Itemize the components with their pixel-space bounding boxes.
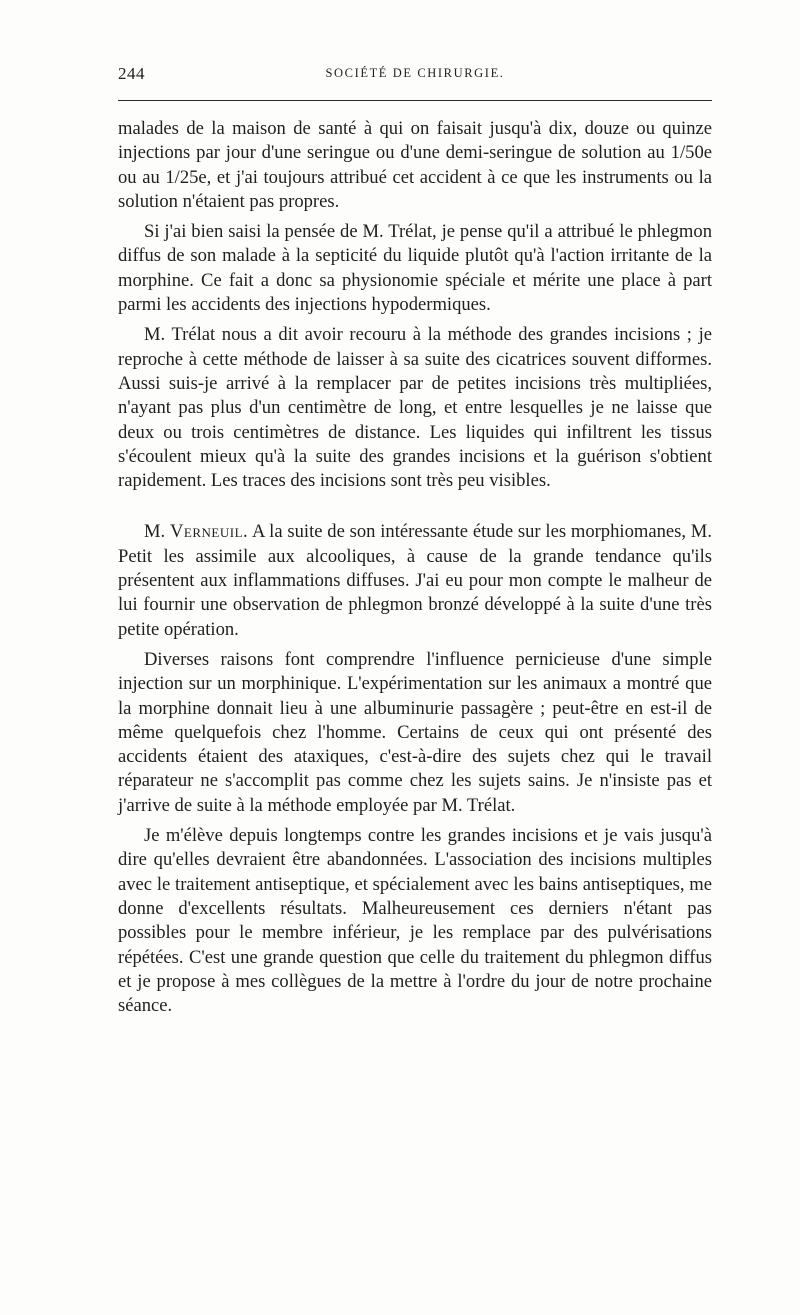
paragraph-septicity: Si j'ai bien saisi la pensée de M. Trélat, je pense qu'il a attribué le phlegmon diffus de son malade à la septicité du liquide plutôt qu'à l'action irritante de la morphine. Ce fait a donc sa physionomie spéciale et mérite une place à part parmi les accidents des injections hypodermiques. — [118, 221, 712, 316]
speaker-prefix: M. — [144, 521, 166, 543]
paragraph-conclusion: Je m'élève depuis longtemps contre les grandes incisions et je vais jusqu'à dire qu'elles devraient être abandonnées. L'association des incisions multiples avec le traitement antiseptique, et spécialement avec les bains antiseptiques, me donne d'excellents résultats. Malheureusement ces derniers n'étant pas possibles pour le membre inférieur, je les remplace par des pulvérisations répétées. C'est une grande question que celle du traitement du phlegmon diffus et je propose à mes collègues de la mettre à l'ordre du jour de notre prochaine séance. — [118, 825, 712, 1017]
running-title: SOCIÉTÉ DE CHIRURGIE. — [325, 66, 505, 80]
speaker-name: Verneuil. — [169, 521, 249, 543]
paragraph-continuation: malades de la maison de santé à qui on faisait jusqu'à dix, douze ou quinze injections par jour d'une seringue ou d'une demi-seringue de solution au 1/50e ou au 1/25e, et j'ai toujours attribué cet accident à ce que les instruments ou la solution n'étaient pas propres. — [118, 118, 712, 212]
page-header — [118, 64, 712, 92]
body-text — [118, 117, 712, 1018]
paragraph-verneuil-text: A la suite de son intéressante étude sur les morphiomanes, M. Petit les assimile aux alcooliques, à cause de la grande tendance qu'ils présentent aux inflammations diffuses. J'ai eu pour mon compte le malheur de lui fournir une observation de phlegmon bronzé développé à la suite d'une très petite opération. — [118, 521, 712, 640]
paragraph-verneuil — [118, 520, 712, 641]
paragraph-incisions: M. Trélat nous a dit avoir recouru à la méthode des grandes incisions ; je reproche à cette méthode de laisser à sa suite des cicatrices souvent difformes. Aussi suis-je arrivé à la remplacer par de petites incisions très multipliées, n'ayant pas plus d'un centimètre de long, et entre lesquelles je ne laisse que deux ou trois centimètres de distance. Les liquides qui infiltrent les tissus s'écoulent mieux qu'à la suite des grandes incisions et la guérison s'obtient rapidement. Les traces des incisions sont très peu visibles. — [118, 324, 712, 492]
paragraph-morphine: Diverses raisons font comprendre l'influence pernicieuse d'une simple injection sur un morphinique. L'expérimentation sur les animaux a montré que la morphine donnait lieu à une albuminurie passagère ; peut-être en est-il de même quelquefois chez l'homme. Certains de ceux qui ont présenté des accidents étaient des ataxiques, c'est-à-dire des sujets chez qui le travail réparateur ne s'accomplit pas comme chez les sujets sains. Je n'insiste pas et j'arrive de suite à la méthode employée par M. Trélat. — [118, 648, 712, 816]
page-number: 244 — [118, 64, 145, 83]
header-rule — [118, 100, 712, 101]
